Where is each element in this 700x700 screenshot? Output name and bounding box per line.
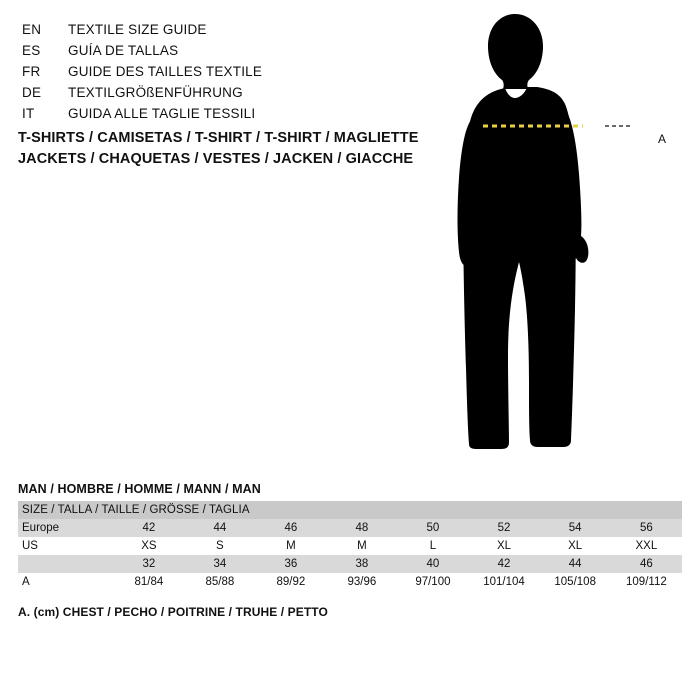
language-code: IT <box>22 106 35 121</box>
body-figure <box>455 8 685 468</box>
table-cell: 42 <box>113 519 184 537</box>
row-label <box>18 555 113 573</box>
table-cell: 105/108 <box>540 573 611 591</box>
table-cell: 109/112 <box>611 573 682 591</box>
language-row <box>22 106 442 127</box>
table-row <box>18 573 682 591</box>
table-cell: 44 <box>184 519 255 537</box>
table-cell: 85/88 <box>184 573 255 591</box>
table-cell: 50 <box>397 519 468 537</box>
table-cell: XXL <box>611 537 682 555</box>
category-tshirts: T-SHIRTS / CAMISETAS / T-SHIRT / T-SHIRT / MAGLIETTE <box>18 130 419 146</box>
language-code: DE <box>22 85 42 100</box>
table-cell: 46 <box>255 519 326 537</box>
language-header <box>22 22 442 127</box>
table-header-label: SIZE / TALLA / TAILLE / GRÖSSE / TAGLIA <box>18 501 682 519</box>
table-cell: 44 <box>540 555 611 573</box>
table-cell: L <box>397 537 468 555</box>
table-cell: 93/96 <box>326 573 397 591</box>
table-cell: 97/100 <box>397 573 468 591</box>
table-header-row <box>18 501 682 519</box>
category-jackets: JACKETS / CHAQUETAS / VESTES / JACKEN / GIACCHE <box>18 151 414 167</box>
language-row <box>22 22 442 43</box>
language-title: TEXTILE SIZE GUIDE <box>68 22 207 37</box>
table-cell: M <box>326 537 397 555</box>
table-cell: 40 <box>397 555 468 573</box>
language-title: GUIDE DES TAILLES TEXTILE <box>68 64 263 79</box>
table-section-title: MAN / HOMBRE / HOMME / MANN / MAN <box>18 482 261 496</box>
table-cell: 38 <box>326 555 397 573</box>
table-cell: 36 <box>255 555 326 573</box>
table-footnote: A. (cm) CHEST / PECHO / POITRINE / TRUHE / PETTO <box>18 605 328 619</box>
size-table-area <box>18 482 682 619</box>
language-row <box>22 43 442 64</box>
table-cell: XL <box>468 537 539 555</box>
category-list <box>18 128 478 170</box>
table-row <box>18 537 682 555</box>
table-cell: 46 <box>611 555 682 573</box>
table-cell: M <box>255 537 326 555</box>
language-code: FR <box>22 64 41 79</box>
table-cell: 56 <box>611 519 682 537</box>
language-row <box>22 64 442 85</box>
language-title: TEXTILGRÖßENFÜHRUNG <box>68 85 243 100</box>
size-table <box>18 501 682 591</box>
table-cell: 48 <box>326 519 397 537</box>
table-cell: 101/104 <box>468 573 539 591</box>
table-cell: XL <box>540 537 611 555</box>
table-cell: XS <box>113 537 184 555</box>
table-cell: 89/92 <box>255 573 326 591</box>
male-silhouette-icon <box>455 8 685 468</box>
row-label: Europe <box>18 519 113 537</box>
table-cell: 32 <box>113 555 184 573</box>
chest-measure-label: A <box>658 132 667 146</box>
table-row <box>18 519 682 537</box>
language-row <box>22 85 442 106</box>
row-label: US <box>18 537 113 555</box>
table-cell: 42 <box>468 555 539 573</box>
language-code: EN <box>22 22 42 37</box>
table-cell: 52 <box>468 519 539 537</box>
table-row <box>18 555 682 573</box>
language-title: GUIDA ALLE TAGLIE TESSILI <box>68 106 256 121</box>
table-cell: S <box>184 537 255 555</box>
table-cell: 81/84 <box>113 573 184 591</box>
language-code: ES <box>22 43 41 58</box>
table-cell: 34 <box>184 555 255 573</box>
row-label: A <box>18 573 113 591</box>
language-title: GUÍA DE TALLAS <box>68 43 179 58</box>
table-cell: 54 <box>540 519 611 537</box>
